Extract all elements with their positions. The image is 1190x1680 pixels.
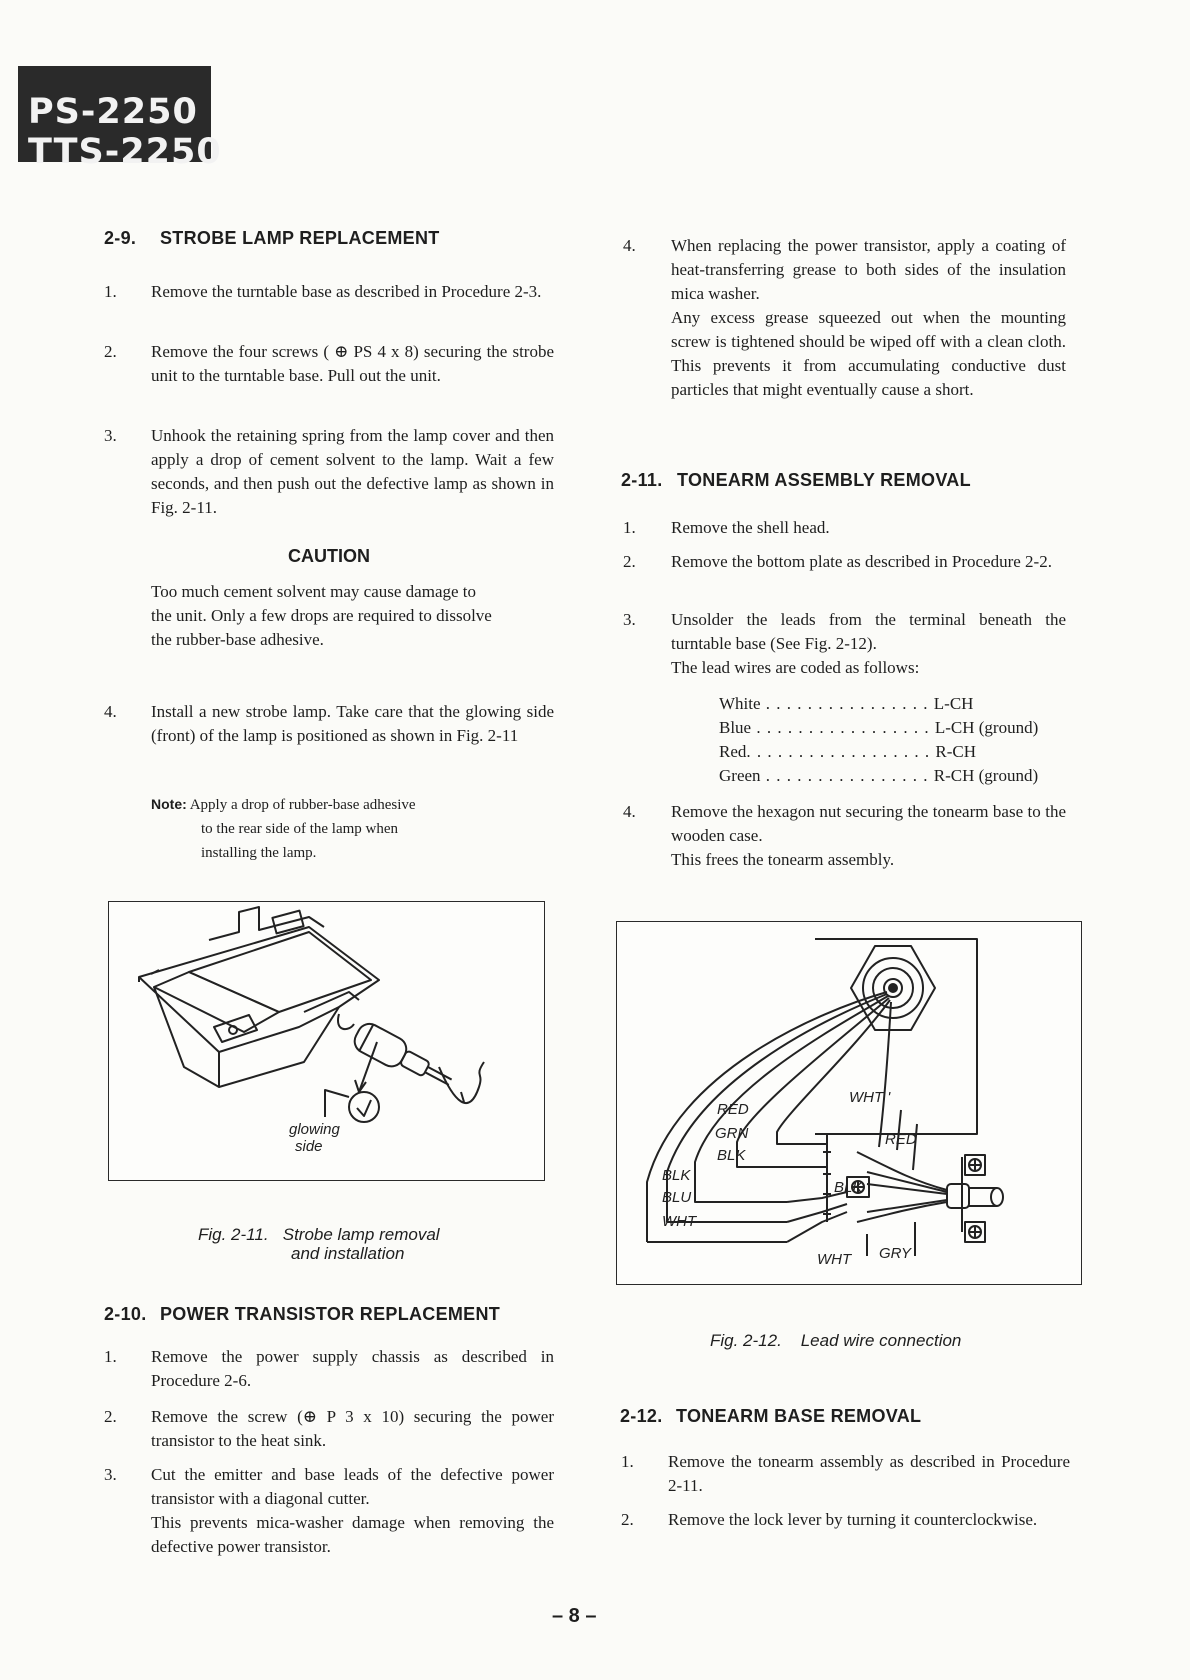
lead-wire-drawing bbox=[617, 922, 1081, 1284]
wire-wht-join bbox=[787, 1212, 847, 1242]
figure-2-12-frame bbox=[616, 921, 1082, 1285]
label-glowing: glowing bbox=[289, 1121, 340, 1138]
note-line-2: to the rear side of the lamp when bbox=[201, 821, 399, 837]
label-side: side bbox=[295, 1138, 323, 1155]
wire-label-red: RED bbox=[717, 1101, 749, 1118]
wire-red-path bbox=[777, 1000, 890, 1144]
caution-title: CAUTION bbox=[288, 546, 370, 566]
step-2-11-3: 3. Unsolder the leads from the terminal beneath the turntable base (See Fig. 2-12). The lead wires are coded as follows: bbox=[623, 610, 1066, 677]
bundle-strands bbox=[867, 1172, 947, 1212]
figure-2-11-caption bbox=[198, 1225, 440, 1245]
note-line-3: installing the lamp. bbox=[201, 845, 317, 861]
note bbox=[151, 792, 501, 865]
retaining-spring-bar bbox=[304, 992, 359, 1012]
wire-grn-path bbox=[737, 998, 889, 1167]
cable-clamp bbox=[947, 1184, 969, 1208]
step-2-10-1: 1. Remove the power supply chassis as described in Procedure 2-6. bbox=[104, 1347, 554, 1390]
housing-left-cell bbox=[154, 972, 279, 1032]
section-title: TONEARM ASSEMBLY REMOVAL bbox=[677, 470, 971, 490]
code-row-green: Green . . . . . . . . . . . . . . . . R-CH (ground) bbox=[719, 766, 1039, 785]
wire-label-wht-top: WHT ' bbox=[849, 1089, 891, 1106]
section-number: 2-11. bbox=[621, 470, 663, 490]
step-2-11-2: 2. Remove the bottom plate as described in Procedure 2-2. bbox=[623, 552, 1052, 571]
section-title: TONEARM BASE REMOVAL bbox=[676, 1406, 922, 1426]
note-label: Note: bbox=[151, 796, 187, 812]
step-2-11-4: 4. Remove the hexagon nut securing the tonearm base to the wooden case. This frees the tonearm assembly. bbox=[623, 802, 1066, 869]
wire-label-grn: GRN bbox=[715, 1125, 749, 1142]
glowing-leader bbox=[325, 1090, 349, 1117]
wire-label-blu: BLU bbox=[662, 1189, 692, 1206]
caption-number: Fig. 2-11. bbox=[198, 1225, 269, 1244]
caption-text: Lead wire connection bbox=[800, 1331, 962, 1350]
lead-wire-tip bbox=[461, 1092, 464, 1102]
code-row-red: Red. . . . . . . . . . . . . . . . . . R-CH bbox=[719, 742, 977, 761]
step-2-10-4: 4. When replacing the power transistor, apply a coating of heat-transferring grease to both sides of the insulation mica washer. Any excess grease squeezed out when the mounting screw is tightened should be wiped off with a clean cloth. This prevents it from accumulating conductive dust particles that might eventually cause a short. bbox=[623, 236, 1066, 399]
section-2-11-heading bbox=[621, 470, 971, 491]
section-2-9-heading bbox=[104, 228, 440, 249]
step-2-9-2: 2. Remove the four screws ( ⊕ PS 4 x 8) securing the strobe unit to the turntable base. Pull out the unit. bbox=[104, 342, 554, 385]
page-number: – 8 – bbox=[552, 1605, 597, 1627]
step-2-9-4: 4. Install a new strobe lamp. Take care that the glowing side (front) of the lamp is positioned as shown in Fig. 2-11 bbox=[104, 702, 554, 745]
figure-2-12-caption bbox=[710, 1331, 961, 1351]
caption-number: Fig. 2-12. bbox=[710, 1331, 782, 1350]
wire-blu-join bbox=[787, 1204, 847, 1222]
step-2-10-3: 3. Cut the emitter and base leads of the defective power transistor with a diagonal cutter. This prevents mica-washer damage when removing the defective power transistor. bbox=[104, 1465, 554, 1556]
section-title: STROBE LAMP REPLACEMENT bbox=[160, 228, 440, 248]
note-line-1: Apply a drop of rubber-base adhesive bbox=[189, 797, 416, 813]
caption-line-1: Strobe lamp removal bbox=[282, 1225, 440, 1244]
wire-label-gry: GRY bbox=[879, 1245, 911, 1262]
spring-hook bbox=[338, 1014, 354, 1029]
section-title: POWER TRANSISTOR REPLACEMENT bbox=[160, 1304, 501, 1324]
step-2-12-1: 1. Remove the tonearm assembly as described in Procedure 2-11. bbox=[621, 1452, 1070, 1495]
figure-2-11-frame bbox=[108, 901, 545, 1181]
housing-bottom bbox=[154, 987, 339, 1087]
step-2-9-3: 3. Unhook the retaining spring from the lamp cover and then apply a drop of cement solvent to the lamp. Wait a few seconds, and then push out the defective lamp as shown in Fig. 2-11. bbox=[104, 426, 554, 517]
step-2-12-2: 2. Remove the lock lever by turning it counterclockwise. bbox=[621, 1510, 1038, 1529]
strobe-unit-drawing bbox=[109, 902, 544, 1180]
wire-label-blk: BLK bbox=[717, 1147, 746, 1164]
wire-label-wht: WHT bbox=[662, 1213, 697, 1230]
model-name-ps: PS-2250 bbox=[28, 92, 198, 132]
section-number: 2-9. bbox=[104, 228, 137, 248]
section-number: 2-12. bbox=[620, 1406, 663, 1426]
step-2-11-1: 1. Remove the shell head. bbox=[623, 518, 830, 537]
glowing-side-callout bbox=[349, 1092, 379, 1122]
output-cable-end bbox=[991, 1188, 1003, 1206]
glowing-side-mark bbox=[357, 1100, 371, 1116]
section-2-10-heading bbox=[104, 1304, 500, 1325]
lamp-pointer-arrow bbox=[359, 1042, 377, 1092]
caution-text: Too much cement solvent may cause damage to the unit. Only a few drops are required to dissolve the rubber-base adhesive. bbox=[151, 582, 492, 649]
code-row-blue: Blue . . . . . . . . . . . . . . . . . L-CH (ground) bbox=[719, 718, 1039, 737]
housing-right-cell bbox=[189, 932, 371, 1012]
model-name-tts: TTS-2250 bbox=[28, 132, 222, 172]
section-number: 2-10. bbox=[104, 1304, 147, 1324]
wire-label-blk-2: BLK bbox=[662, 1167, 691, 1184]
figure-2-11-caption-line-2: and installation bbox=[291, 1244, 405, 1263]
model-badge bbox=[18, 66, 222, 172]
wire-label-wht-bottom: WHT bbox=[817, 1251, 852, 1268]
mount-tab bbox=[209, 907, 324, 940]
wire-label-blk-3: BLK bbox=[834, 1179, 863, 1196]
step-2-10-2: 2. Remove the screw (⊕ P 3 x 10) securing the power transistor to the heat sink. bbox=[104, 1407, 554, 1450]
wire-center bbox=[879, 1002, 891, 1147]
section-2-12-heading bbox=[620, 1406, 921, 1427]
strobe-lamp bbox=[350, 1020, 457, 1096]
code-row-white: White . . . . . . . . . . . . . . . . L-CH bbox=[719, 694, 974, 713]
lead-wire-code-table bbox=[719, 692, 1099, 788]
tonearm-pivot-center bbox=[889, 984, 897, 992]
step-2-9-1: 1. Remove the turntable base as described in Procedure 2-3. bbox=[104, 282, 542, 301]
wire-label-red-2: RED bbox=[885, 1131, 917, 1148]
